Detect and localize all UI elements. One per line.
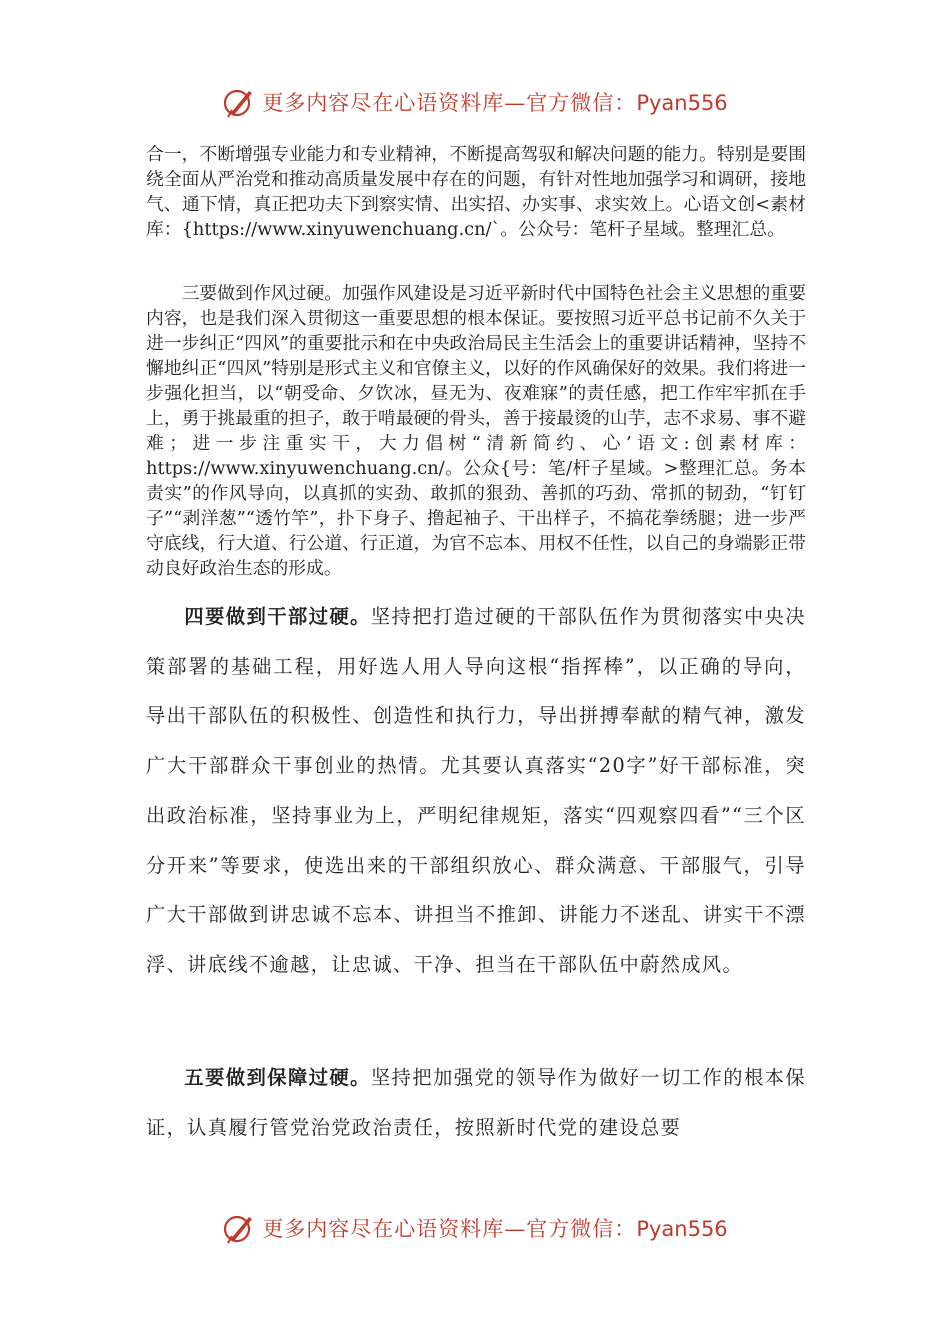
paragraph-body: 坚持把打造过硬的干部队伍作为贯彻落实中央决策部署的基础工程，用好选人用人导向这根“指挥棒”，以正确的导向，导出干部队伍的积极性、创造性和执行力，导出拼搏奉献的精气神，激发广大干部群众干事创业的热情。尤其要认真落实“20字”好干部标准，突出政治标准，坚持事业为上，严明纪律规矩，落实“四观察四看”“三个区分开来”等要求，使选出来的干部组织放心、群众满意、干部服气，引导广大干部做到讲忠诚不忘本、讲担当不推卸、讲能力不迷乱、讲实干不漂浮、讲底线不逾越，让忠诚、干净、担当在干部队伍中蔚然成风。 bbox=[146, 605, 806, 976]
paragraph-text: 三要做到作风过硬。加强作风建设是习近平新时代中国特色社会主义思想的重要内容，也是我们深入贯彻这一重要思想的根本保证。要按照习近平总书记前不久关于进一步纠正“四风”的重要批示和在中央政治局民主生活会上的重要讲话精神，坚持不懈地纠正“四风”特别是形式主义和官僚主义，以好的作风确保好的效果。我们将进一步强化担当，以“朝受命、夕饮冰，昼无为、夜难寐”的责任感，把工作牢牢抓在手上，勇于挑最重的担子，敢于啃最硬的骨头，善于接最烫的山芋，志不求易、事不避难；进一步注重实干，大力倡树“清新简约、心’语文:创素材库：https://www.xinyuwenchuang.cn/。公众{号：笔/杆子星域。>整理汇总。务本责实”的作风导向，以真抓的实劲、敢抓的狠劲、善抓的巧劲、常抓的韧劲，“钉钉子”“剥洋葱”“透竹竿”，扑下身子、撸起袖子、干出样子，不搞花拳绣腿；进一步严守底线，行大道、行公道、行正道，为官不忘本、用权不任性，以自己的身端影正带动良好政治生态的形成。 bbox=[146, 283, 806, 579]
watermark-text: 更多内容尽在心语资料库—官方微信：Pyan556 bbox=[262, 1217, 728, 1241]
paragraph-text bbox=[146, 1053, 806, 1152]
quill-pen-logo-icon bbox=[222, 85, 256, 119]
header-watermark-banner bbox=[0, 82, 950, 122]
paragraph-text: 合一，不断增强专业能力和专业精神，不断提高驾驭和解决问题的能力。特别是要围绕全面从严治党和推动高质量发展中存在的问题，有针对性地加强学习和调研，接地气、通下情，真正把功夫下到察实情、出实招、办实事、求实效上。心语文创<素材库：{https://www.xinyuwenchuang.cn/`。公众号：笔杆子星域。整理汇总。 bbox=[146, 144, 806, 240]
footer-watermark-banner bbox=[0, 1208, 950, 1248]
paragraph-body: 坚持把加强党的领导作为做好一切工作的根本保证，认真履行管党治党政治责任，按照新时代党的建设总要 bbox=[146, 1066, 806, 1139]
paragraph-heading: 五要做到保障过硬。 bbox=[184, 1066, 371, 1089]
paragraph-continuation bbox=[146, 142, 806, 242]
watermark-text: 更多内容尽在心语资料库—官方微信：Pyan556 bbox=[262, 91, 728, 115]
paragraph-cadres bbox=[146, 592, 806, 990]
paragraph-guarantee bbox=[146, 1053, 806, 1152]
paragraph-heading: 四要做到干部过硬。 bbox=[184, 605, 371, 628]
paragraph-work-style bbox=[146, 281, 806, 581]
quill-pen-logo-icon bbox=[222, 1211, 256, 1245]
paragraph-text bbox=[146, 592, 806, 990]
